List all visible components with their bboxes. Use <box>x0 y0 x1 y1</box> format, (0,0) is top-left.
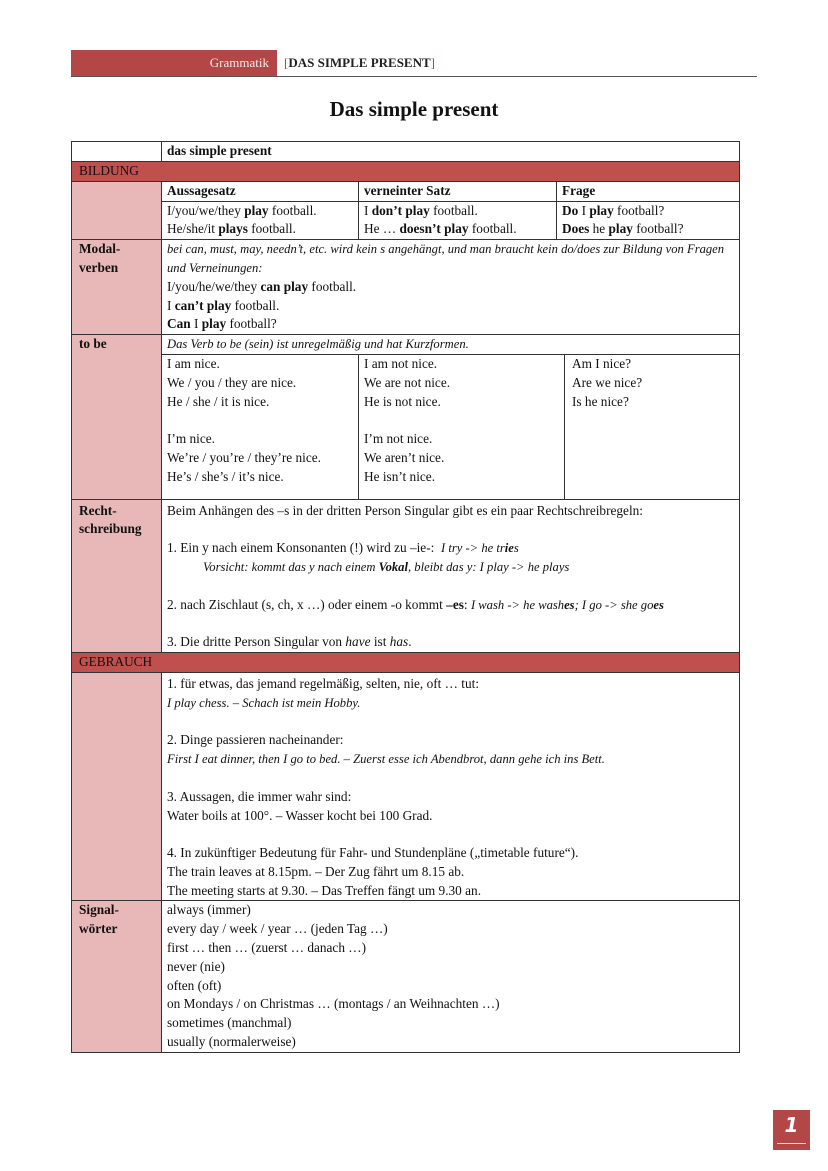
table-row <box>162 201 739 220</box>
page-title: Das simple present <box>329 97 499 121</box>
recht-rule-2: 2. nach Zischlaut (s, ch, x …) oder einem -o kommt –es: I wash -> he washes; I go -> she goes <box>167 596 664 612</box>
tobe-content <box>162 335 740 499</box>
tobe-col-negative: I am not nice. We are not nice. He is not nice. I’m not nice. We aren’t nice. He isn’t nice. <box>359 355 565 499</box>
modal-example-3: Can I play football? <box>167 316 277 332</box>
list-item: usually (normalerweise) <box>167 1034 296 1050</box>
gebrauch-3: 3. Aussagen, die immer wahr sind: <box>167 788 352 804</box>
table-row <box>162 220 739 239</box>
table-top-header: das simple present <box>162 142 740 162</box>
frage-cell: Do I play football? <box>557 201 740 220</box>
list-item: first … then … (zuerst … danach …) <box>167 940 367 956</box>
bildung-content <box>162 181 740 239</box>
gebrauch-content <box>162 672 740 901</box>
frage-cell: Does he play football? <box>557 220 740 239</box>
header-section-tab <box>71 50 277 76</box>
modal-example-1: I/you/he/we/they can play football. <box>167 278 357 294</box>
tobe-label: to be <box>72 335 162 499</box>
recht-rule-3: 3. Die dritte Person Singular von have ist has. <box>167 634 412 650</box>
col-verneinter-satz: verneinter Satz <box>359 182 557 201</box>
modal-note: bei can, must, may, needn’t, etc. wird kein s angehängt, und man braucht kein do/does zur Bildung von Fragen und Verneinungen: <box>167 242 725 275</box>
col-frage: Frage <box>557 182 740 201</box>
bildung-table <box>162 182 739 239</box>
verneint-cell: He … doesn’t play football. <box>359 220 557 239</box>
modal-label: Modal- verben <box>72 240 162 335</box>
section-bildung: BILDUNG <box>72 161 740 181</box>
grammar-table <box>71 141 740 1053</box>
list-item: never (nie) <box>167 958 225 974</box>
tobe-table <box>162 355 739 499</box>
col-aussagesatz: Aussagesatz <box>162 182 359 201</box>
aussage-cell: I/you/we/they play football. <box>167 202 317 218</box>
gebrauch-4-example-1: The train leaves at 8.15pm. – Der Zug fährt um 8.15 ab. <box>167 863 465 879</box>
gebrauch-1: 1. für etwas, das jemand regelmäßig, selten, nie, oft … tut: <box>167 675 480 691</box>
gebrauch-1-example: I play chess. – Schach ist mein Hobby. <box>167 695 361 710</box>
gebrauch-2-example: First I eat dinner, then I go to bed. – Zuerst esse ich Abendbrot, dann gehe ich ins Bett. <box>167 752 605 767</box>
list-item: often (oft) <box>167 977 222 993</box>
gebrauch-4-example-2: The meeting starts at 9.30. – Das Treffen fängt um 9.30 an. <box>167 882 482 898</box>
modal-example-2: I can’t play football. <box>167 297 280 313</box>
top-left-cell <box>72 142 162 162</box>
signal-content <box>162 901 740 1052</box>
header-rule <box>71 76 757 77</box>
tobe-note: Das Verb to be (sein) ist unregelmäßig und hat Kurzformen. <box>162 335 739 355</box>
aussage-cell: He/she/it plays football. <box>167 221 296 237</box>
recht-rule-1: 1. Ein y nach einem Konsonanten (!) wird zu –ie-: I try -> he tries <box>167 540 519 556</box>
header-section-label: Grammatik <box>209 55 269 70</box>
gebrauch-3-example: Water boils at 100°. – Wasser kocht bei 100 Grad. <box>167 807 433 823</box>
recht-intro: Beim Anhängen des –s in der dritten Person Singular gibt es ein paar Rechtschreibregeln: <box>167 502 643 518</box>
gebrauch-label-cell <box>72 672 162 901</box>
header-title-text: DAS SIMPLE PRESENT <box>288 55 431 70</box>
verneint-cell: I don’t play football. <box>359 201 557 220</box>
signal-label: Signal- wörter <box>72 901 162 1052</box>
list-item: always (immer) <box>167 902 251 918</box>
list-item: on Mondays / on Christmas … (montags / an Weihnachten …) <box>167 996 500 1012</box>
tobe-col-question: Am I nice? Are we nice? Is he nice? <box>565 355 740 499</box>
section-gebrauch: GEBRAUCH <box>72 652 740 672</box>
bildung-label-cell <box>72 181 162 239</box>
gebrauch-2: 2. Dinge passieren nacheinander: <box>167 732 344 748</box>
header-title <box>284 50 435 76</box>
gebrauch-4: 4. In zukünftiger Bedeutung für Fahr- und Stundenpläne („timetable future“). <box>167 845 579 861</box>
recht-content <box>162 499 740 652</box>
page-number: 1 <box>773 1110 810 1150</box>
recht-rule-1-note: Vorsicht: kommt das y nach einem Vokal, bleibt das y: I play -> he plays <box>203 559 570 574</box>
modal-content <box>162 240 740 335</box>
list-item: every day / week / year … (jeden Tag …) <box>167 921 388 937</box>
tobe-col-affirmative: I am nice. We / you / they are nice. He / she / it is nice. I’m nice. We’re / you’re / they’re nice. He’s / she’s / it’s nice. <box>167 355 321 484</box>
bracket-close: ] <box>430 55 435 70</box>
list-item: sometimes (manchmal) <box>167 1015 292 1031</box>
bracket-open: [ <box>284 55 289 70</box>
recht-label: Recht- schreibung <box>72 499 162 652</box>
